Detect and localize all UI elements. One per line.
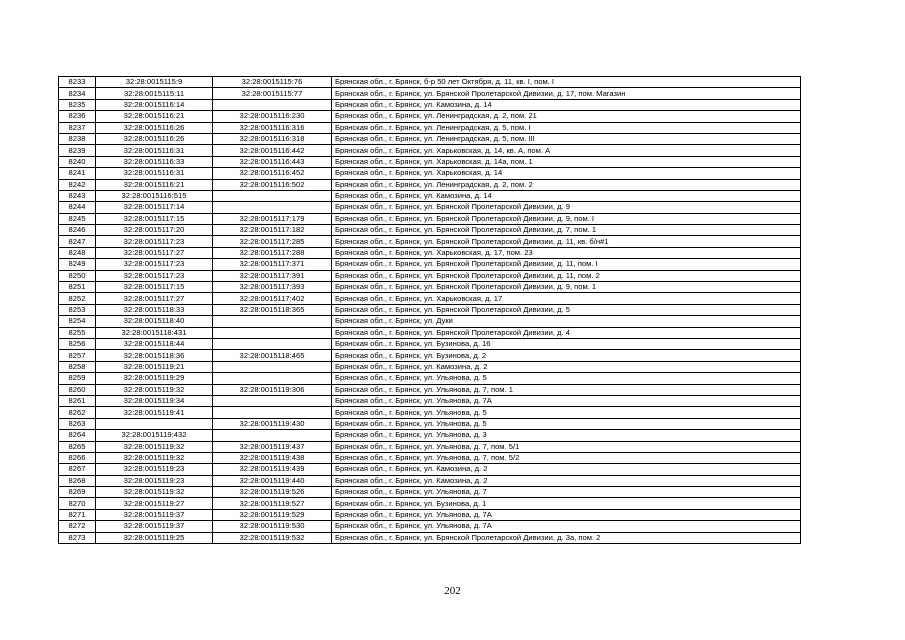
row-number-cell: 8237: [59, 122, 96, 133]
row-number-cell: 8272: [59, 521, 96, 532]
address-cell: Брянская обл., г. Брянск, ул. Харьковская, д. 17: [332, 293, 801, 304]
room-cadastral-number-cell: 32:28:0015119:306: [213, 384, 332, 395]
cadastral-number-cell: 32:28:0015115:9: [96, 77, 213, 88]
address-cell: Брянская обл., г. Брянск, ул. Брянской Пролетарской Дивизии, д. 11, пом. 2: [332, 270, 801, 281]
cadastral-number-cell: 32:28:0015119:32: [96, 441, 213, 452]
cadastral-number-cell: 32:28:0015119:41: [96, 407, 213, 418]
cadastral-number-cell: 32:28:0015119:21: [96, 361, 213, 372]
row-number-cell: 8241: [59, 168, 96, 179]
room-cadastral-number-cell: [213, 361, 332, 372]
room-cadastral-number-cell: 32:28:0015117:393: [213, 282, 332, 293]
room-cadastral-number-cell: [213, 395, 332, 406]
cadastral-number-cell: 32:28:0015119:32: [96, 487, 213, 498]
address-cell: Брянская обл., г. Брянск, ул. Брянской Пролетарской Дивизии, д. 9, пом. 1: [332, 282, 801, 293]
cadastral-number-cell: 32:28:0015119:32: [96, 384, 213, 395]
table-row: [59, 498, 801, 509]
room-cadastral-number-cell: 32:28:0015116:452: [213, 168, 332, 179]
address-cell: Брянская обл., г. Брянск, ул. Бузинова, д. 16: [332, 338, 801, 349]
registry-table-body: [59, 77, 801, 544]
row-number-cell: 8233: [59, 77, 96, 88]
address-cell: Брянская обл., г. Брянск, ул. Бузинова, д. 1: [332, 498, 801, 509]
address-cell: Брянская обл., г. Брянск, ул. Ленинградская, д. 2, пом. 2: [332, 179, 801, 190]
row-number-cell: 8249: [59, 259, 96, 270]
row-number-cell: 8259: [59, 373, 96, 384]
room-cadastral-number-cell: 32:28:0015117:371: [213, 259, 332, 270]
address-cell: Брянская обл., г. Брянск, ул. Бузинова, д. 2: [332, 350, 801, 361]
address-cell: Брянская обл., г. Брянск, ул. Камозина, д. 2: [332, 475, 801, 486]
address-cell: Брянская обл., г. Брянск, ул. Ульянова, д. 7А: [332, 509, 801, 520]
row-number-cell: 8240: [59, 156, 96, 167]
table-row: [59, 475, 801, 486]
address-cell: Брянская обл., г. Брянск, ул. Ульянова, д. 5: [332, 418, 801, 429]
row-number-cell: 8266: [59, 452, 96, 463]
row-number-cell: 8236: [59, 111, 96, 122]
room-cadastral-number-cell: [213, 407, 332, 418]
cadastral-number-cell: 32:28:0015119:37: [96, 521, 213, 532]
room-cadastral-number-cell: 32:28:0015119:437: [213, 441, 332, 452]
cadastral-number-cell: 32:28:0015117:15: [96, 213, 213, 224]
table-row: [59, 430, 801, 441]
room-cadastral-number-cell: [213, 190, 332, 201]
row-number-cell: 8268: [59, 475, 96, 486]
room-cadastral-number-cell: 32:28:0015117:391: [213, 270, 332, 281]
table-row: [59, 77, 801, 88]
row-number-cell: 8239: [59, 145, 96, 156]
table-row: [59, 111, 801, 122]
row-number-cell: 8270: [59, 498, 96, 509]
address-cell: Брянская обл., г. Брянск, ул. Дуки: [332, 316, 801, 327]
cadastral-number-cell: 32:28:0015117:15: [96, 282, 213, 293]
cadastral-number-cell: 32:28:0015116:21: [96, 179, 213, 190]
address-cell: Брянская обл., г. Брянск, ул. Брянской Пролетарской Дивизии, д. 17, пом. Магазин: [332, 88, 801, 99]
table-row: [59, 202, 801, 213]
table-row: [59, 509, 801, 520]
cadastral-number-cell: 32:28:0015116:26: [96, 122, 213, 133]
cadastral-number-cell: 32:28:0015118:33: [96, 304, 213, 315]
table-row: [59, 99, 801, 110]
table-row: [59, 247, 801, 258]
table-row: [59, 156, 801, 167]
room-cadastral-number-cell: 32:28:0015118:365: [213, 304, 332, 315]
table-row: [59, 532, 801, 543]
room-cadastral-number-cell: 32:28:0015115:76: [213, 77, 332, 88]
address-cell: Брянская обл., г. Брянск, ул. Камозина, д. 14: [332, 190, 801, 201]
room-cadastral-number-cell: 32:28:0015119:529: [213, 509, 332, 520]
room-cadastral-number-cell: 32:28:0015116:443: [213, 156, 332, 167]
row-number-cell: 8238: [59, 133, 96, 144]
table-row: [59, 282, 801, 293]
cadastral-number-cell: 32:28:0015119:37: [96, 509, 213, 520]
address-cell: Брянская обл., г. Брянск, ул. Ленинградская, д. 5, пом. III: [332, 133, 801, 144]
cadastral-number-cell: 32:28:0015115:11: [96, 88, 213, 99]
row-number-cell: 8263: [59, 418, 96, 429]
table-row: [59, 521, 801, 532]
room-cadastral-number-cell: 32:28:0015115:77: [213, 88, 332, 99]
row-number-cell: 8251: [59, 282, 96, 293]
address-cell: Брянская обл., г. Брянск, ул. Ульянова, д. 7, пом. 5/1: [332, 441, 801, 452]
table-row: [59, 316, 801, 327]
row-number-cell: 8267: [59, 464, 96, 475]
address-cell: Брянская обл., г. Брянск, ул. Харьковская, д. 14: [332, 168, 801, 179]
table-row: [59, 190, 801, 201]
room-cadastral-number-cell: 32:28:0015119:440: [213, 475, 332, 486]
address-cell: Брянская обл., г. Брянск, ул. Ульянова, д. 5: [332, 373, 801, 384]
room-cadastral-number-cell: 32:28:0015119:438: [213, 452, 332, 463]
row-number-cell: 8247: [59, 236, 96, 247]
cadastral-number-cell: 32:28:0015116:33: [96, 156, 213, 167]
cadastral-number-cell: 32:28:0015119:29: [96, 373, 213, 384]
row-number-cell: 8252: [59, 293, 96, 304]
room-cadastral-number-cell: 32:28:0015117:288: [213, 247, 332, 258]
row-number-cell: 8235: [59, 99, 96, 110]
room-cadastral-number-cell: [213, 316, 332, 327]
room-cadastral-number-cell: 32:28:0015117:179: [213, 213, 332, 224]
cadastral-number-cell: 32:28:0015116:14: [96, 99, 213, 110]
room-cadastral-number-cell: 32:28:0015119:530: [213, 521, 332, 532]
row-number-cell: 8255: [59, 327, 96, 338]
table-row: [59, 464, 801, 475]
row-number-cell: 8245: [59, 213, 96, 224]
row-number-cell: 8258: [59, 361, 96, 372]
registry-table: [58, 76, 801, 544]
address-cell: Брянская обл., г. Брянск, ул. Ульянова, д. 7А: [332, 395, 801, 406]
cadastral-number-cell: 32:28:0015116:26: [96, 133, 213, 144]
row-number-cell: 8243: [59, 190, 96, 201]
cadastral-number-cell: 32:28:0015116:31: [96, 145, 213, 156]
row-number-cell: 8254: [59, 316, 96, 327]
room-cadastral-number-cell: [213, 338, 332, 349]
table-row: [59, 327, 801, 338]
table-row: [59, 88, 801, 99]
address-cell: Брянская обл., г. Брянск, ул. Харьковская, д. 17, пом. 23: [332, 247, 801, 258]
table-row: [59, 213, 801, 224]
address-cell: Брянская обл., г. Брянск, ул. Брянской Пролетарской Дивизии, д. 5: [332, 304, 801, 315]
row-number-cell: 8250: [59, 270, 96, 281]
cadastral-number-cell: 32:28:0015118:40: [96, 316, 213, 327]
row-number-cell: 8271: [59, 509, 96, 520]
room-cadastral-number-cell: 32:28:0015116:230: [213, 111, 332, 122]
room-cadastral-number-cell: [213, 373, 332, 384]
address-cell: Брянская обл., г. Брянск, ул. Брянской Пролетарской Дивизии, д. 4: [332, 327, 801, 338]
table-row: [59, 133, 801, 144]
table-row: [59, 179, 801, 190]
cadastral-number-cell: 32:28:0015117:23: [96, 270, 213, 281]
row-number-cell: 8262: [59, 407, 96, 418]
table-row: [59, 236, 801, 247]
room-cadastral-number-cell: 32:28:0015119:526: [213, 487, 332, 498]
room-cadastral-number-cell: 32:28:0015119:439: [213, 464, 332, 475]
table-row: [59, 304, 801, 315]
room-cadastral-number-cell: 32:28:0015119:430: [213, 418, 332, 429]
cadastral-number-cell: [96, 418, 213, 429]
address-cell: Брянская обл., г. Брянск, ул. Брянской Пролетарской Дивизии, д. 9: [332, 202, 801, 213]
address-cell: Брянская обл., г. Брянск, ул. Ульянова, д. 7, пом. 1: [332, 384, 801, 395]
table-row: [59, 225, 801, 236]
room-cadastral-number-cell: 32:28:0015116:502: [213, 179, 332, 190]
room-cadastral-number-cell: [213, 327, 332, 338]
cadastral-number-cell: 32:28:0015119:432: [96, 430, 213, 441]
table-row: [59, 418, 801, 429]
address-cell: Брянская обл., г. Брянск, ул. Брянской Пролетарской Дивизии, д. 7, пом. 1: [332, 225, 801, 236]
cadastral-number-cell: 32:28:0015119:23: [96, 464, 213, 475]
address-cell: Брянская обл., г. Брянск, ул. Брянской Пролетарской Дивизии, д. 3а, пом. 2: [332, 532, 801, 543]
address-cell: Брянская обл., г. Брянск, ул. Камозина, д. 14: [332, 99, 801, 110]
table-row: [59, 350, 801, 361]
table-row: [59, 395, 801, 406]
room-cadastral-number-cell: [213, 99, 332, 110]
table-row: [59, 338, 801, 349]
cadastral-number-cell: 32:28:0015116:21: [96, 111, 213, 122]
address-cell: Брянская обл., г. Брянск, ул. Ульянова, д. 7: [332, 487, 801, 498]
row-number-cell: 8260: [59, 384, 96, 395]
cadastral-number-cell: 32:28:0015117:14: [96, 202, 213, 213]
cadastral-number-cell: 32:28:0015117:23: [96, 236, 213, 247]
room-cadastral-number-cell: 32:28:0015116:442: [213, 145, 332, 156]
table-row: [59, 452, 801, 463]
room-cadastral-number-cell: 32:28:0015118:465: [213, 350, 332, 361]
address-cell: Брянская обл., г. Брянск, ул. Брянской Пролетарской Дивизии, д. 9, пом. I: [332, 213, 801, 224]
address-cell: Брянская обл., г. Брянск, ул. Ульянова, д. 7, пом. 5/2: [332, 452, 801, 463]
row-number-cell: 8261: [59, 395, 96, 406]
page-number: 202: [444, 585, 461, 597]
address-cell: Брянская обл., г. Брянск, ул. Ленинградская, д. 2, пом. 21: [332, 111, 801, 122]
address-cell: Брянская обл., г. Брянск, ул. Брянской Пролетарской Дивизии, д. 11, кв. б/н#1: [332, 236, 801, 247]
address-cell: Брянская обл., г. Брянск, ул. Ульянова, д. 7А: [332, 521, 801, 532]
cadastral-number-cell: 32:28:0015119:32: [96, 452, 213, 463]
row-number-cell: 8248: [59, 247, 96, 258]
room-cadastral-number-cell: 32:28:0015119:532: [213, 532, 332, 543]
address-cell: Брянская обл., г. Брянск, ул. Харьковская, д. 14, кв. А, пом. А: [332, 145, 801, 156]
table-row: [59, 145, 801, 156]
cadastral-number-cell: 32:28:0015119:25: [96, 532, 213, 543]
address-cell: Брянская обл., г. Брянск, ул. Брянской Пролетарской Дивизии, д. 11, пом. I: [332, 259, 801, 270]
room-cadastral-number-cell: [213, 202, 332, 213]
address-cell: Брянская обл., г. Брянск, ул. Камозина, д. 2: [332, 361, 801, 372]
cadastral-number-cell: 32:28:0015117:27: [96, 293, 213, 304]
table-row: [59, 168, 801, 179]
table-row: [59, 407, 801, 418]
cadastral-number-cell: 32:28:0015119:34: [96, 395, 213, 406]
room-cadastral-number-cell: 32:28:0015119:527: [213, 498, 332, 509]
row-number-cell: 8264: [59, 430, 96, 441]
address-cell: Брянская обл., г. Брянск, ул. Камозина, д. 2: [332, 464, 801, 475]
table-row: [59, 259, 801, 270]
row-number-cell: 8273: [59, 532, 96, 543]
cadastral-number-cell: 32:28:0015118:431: [96, 327, 213, 338]
table-row: [59, 293, 801, 304]
address-cell: Брянская обл., г. Брянск, ул. Ульянова, д. 3: [332, 430, 801, 441]
cadastral-number-cell: 32:28:0015117:20: [96, 225, 213, 236]
cadastral-number-cell: 32:28:0015119:27: [96, 498, 213, 509]
room-cadastral-number-cell: 32:28:0015116:318: [213, 133, 332, 144]
room-cadastral-number-cell: 32:28:0015116:316: [213, 122, 332, 133]
room-cadastral-number-cell: 32:28:0015117:402: [213, 293, 332, 304]
table-row: [59, 122, 801, 133]
table-row: [59, 373, 801, 384]
table-row: [59, 270, 801, 281]
cadastral-number-cell: 32:28:0015119:23: [96, 475, 213, 486]
room-cadastral-number-cell: [213, 430, 332, 441]
row-number-cell: 8244: [59, 202, 96, 213]
room-cadastral-number-cell: 32:28:0015117:285: [213, 236, 332, 247]
row-number-cell: 8253: [59, 304, 96, 315]
address-cell: Брянская обл., г. Брянск, б-р 50 лет Октября, д. 11, кв. I, пом. I: [332, 77, 801, 88]
address-cell: Брянская обл., г. Брянск, ул. Ульянова, д. 5: [332, 407, 801, 418]
cadastral-number-cell: 32:28:0015117:23: [96, 259, 213, 270]
row-number-cell: 8246: [59, 225, 96, 236]
cadastral-number-cell: 32:28:0015117:27: [96, 247, 213, 258]
row-number-cell: 8234: [59, 88, 96, 99]
row-number-cell: 8257: [59, 350, 96, 361]
table-row: [59, 487, 801, 498]
cadastral-number-cell: 32:28:0015118:44: [96, 338, 213, 349]
row-number-cell: 8256: [59, 338, 96, 349]
cadastral-number-cell: 32:28:0015116:515: [96, 190, 213, 201]
address-cell: Брянская обл., г. Брянск, ул. Ленинградская, д. 5, пом. I: [332, 122, 801, 133]
table-row: [59, 384, 801, 395]
table-row: [59, 441, 801, 452]
row-number-cell: 8242: [59, 179, 96, 190]
cadastral-number-cell: 32:28:0015116:31: [96, 168, 213, 179]
row-number-cell: 8269: [59, 487, 96, 498]
cadastral-number-cell: 32:28:0015118:36: [96, 350, 213, 361]
table-row: [59, 361, 801, 372]
row-number-cell: 8265: [59, 441, 96, 452]
address-cell: Брянская обл., г. Брянск, ул. Харьковская, д. 14а, пом. 1: [332, 156, 801, 167]
room-cadastral-number-cell: 32:28:0015117:182: [213, 225, 332, 236]
